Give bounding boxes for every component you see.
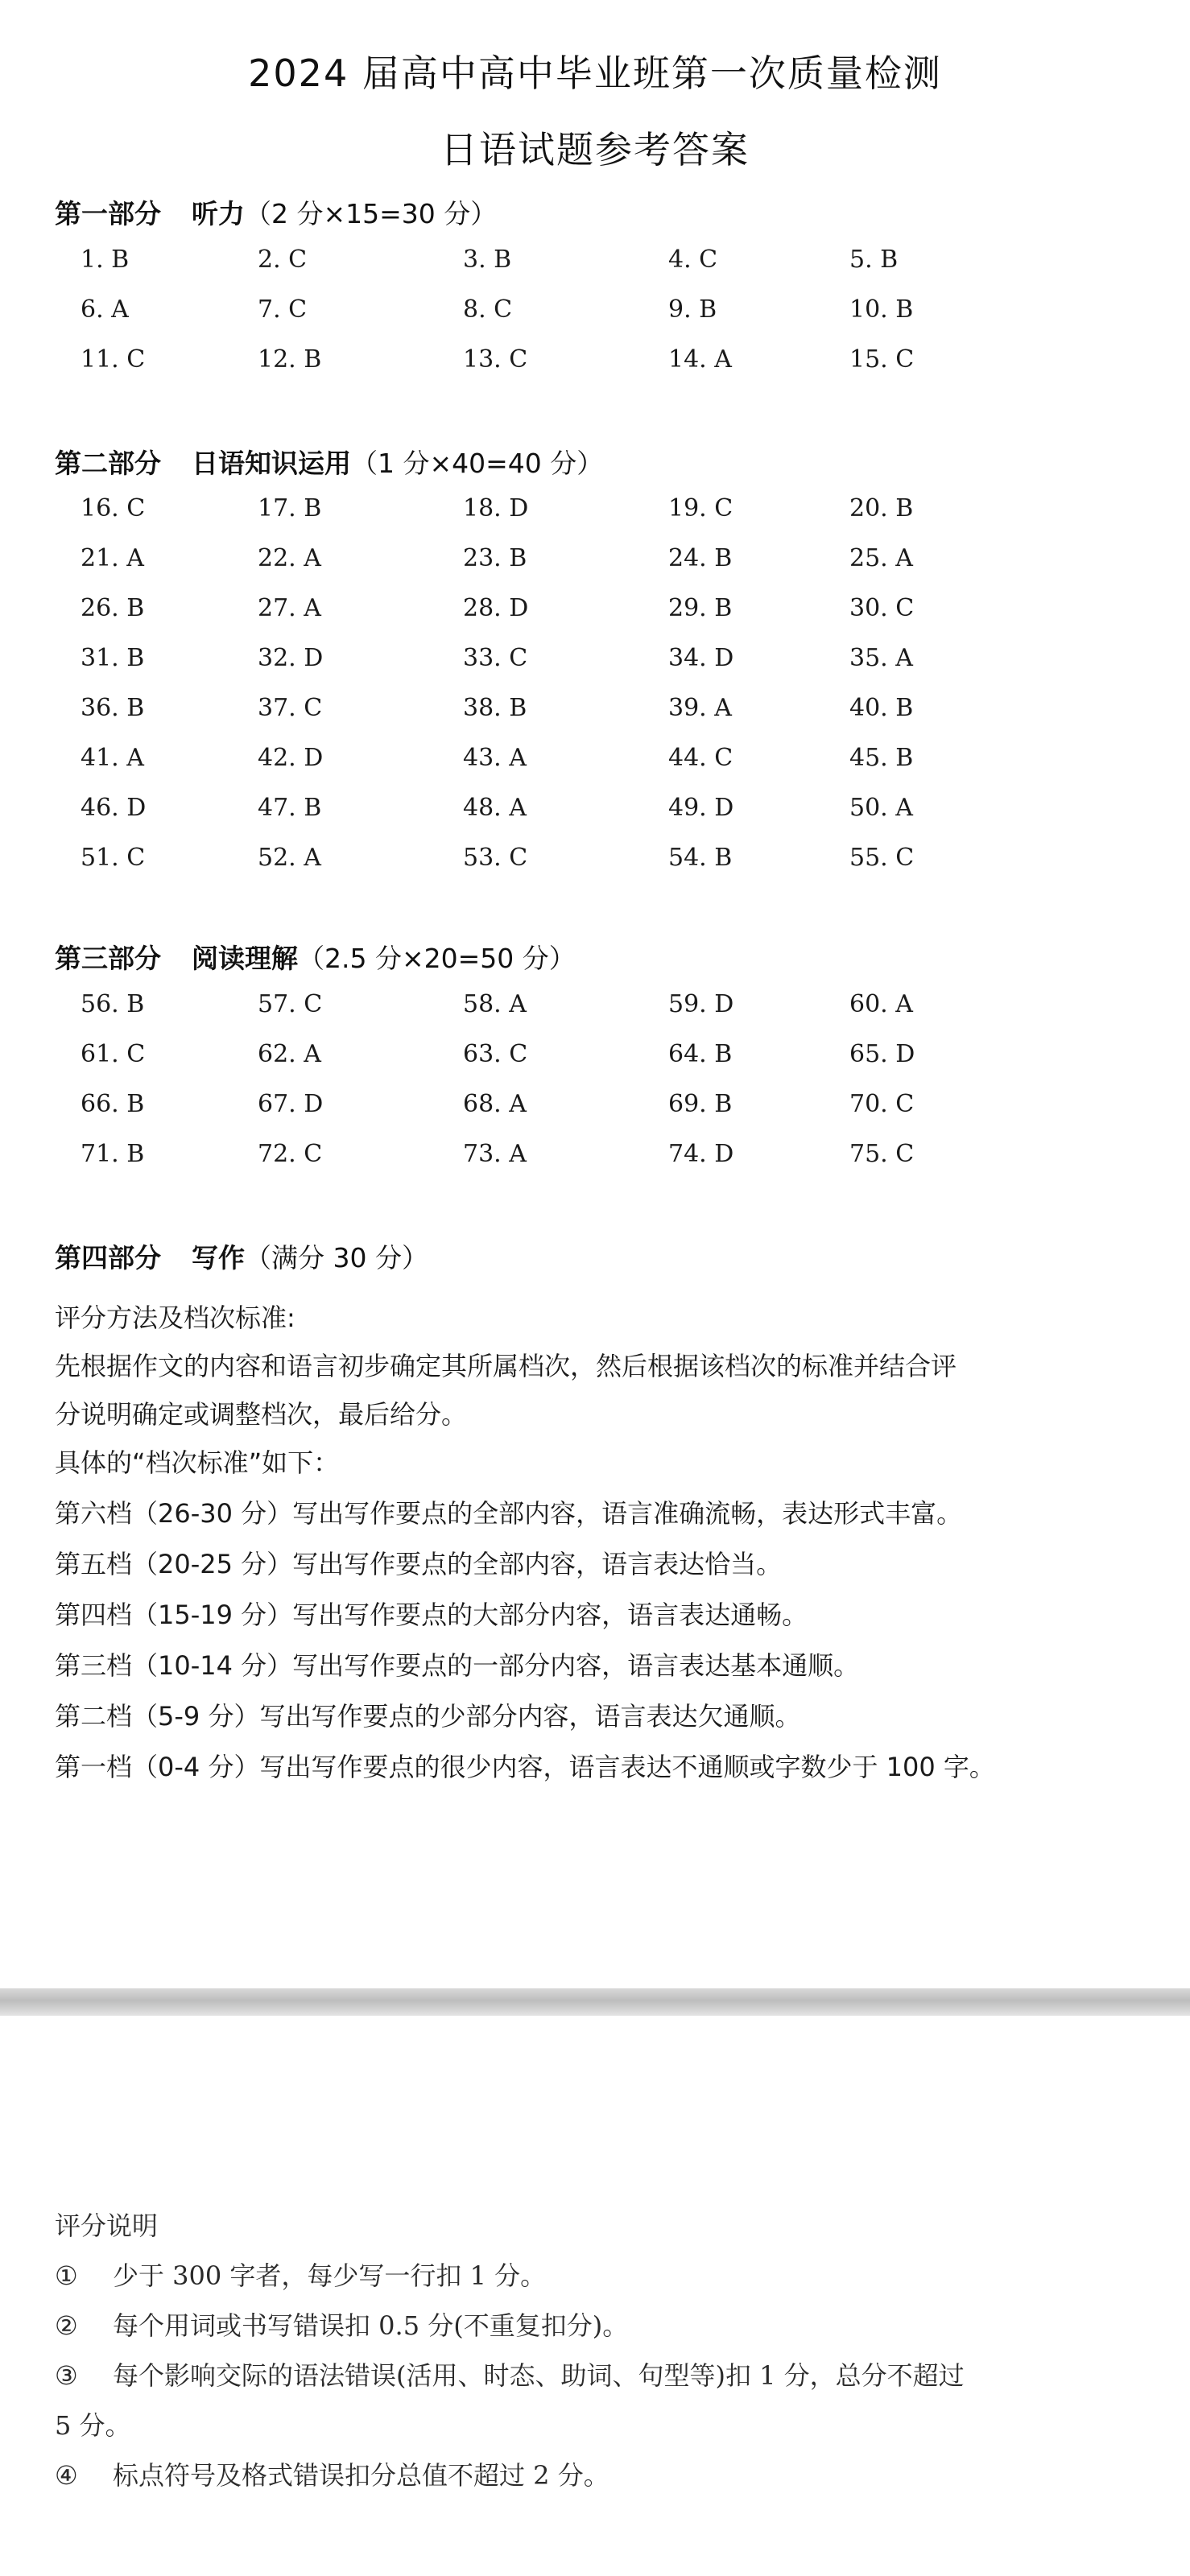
answer-item: 3. B	[463, 246, 512, 274]
answer-item: 23. B	[463, 544, 527, 572]
answer-item: 28. D	[463, 594, 529, 622]
note-marker: ①	[55, 2260, 78, 2291]
answer-item: 12. B	[258, 345, 322, 374]
answer-item: 47. B	[258, 794, 322, 822]
note-marker: ④	[55, 2460, 78, 2491]
answer-item: 15. C	[849, 345, 915, 374]
answer-item: 69. B	[668, 1090, 733, 1118]
answer-item: 10. B	[849, 295, 914, 324]
answer-item: 17. B	[258, 494, 322, 522]
answer-item: 58. A	[463, 990, 527, 1018]
scoring-notes-title: 评分说明	[55, 2211, 159, 2241]
section-1-heading	[55, 193, 497, 231]
scoring-note-2	[55, 2306, 628, 2343]
answer-item: 4. C	[668, 246, 718, 274]
answer-row	[0, 544, 1190, 594]
answer-item: 7. C	[258, 295, 308, 324]
note-text: 少于 300 字者，每少写一行扣 1 分。	[113, 2260, 547, 2291]
writing-level-6: 第六档（26-30 分）写出写作要点的全部内容，语言准确流畅，表达形式丰富。	[55, 1498, 963, 1529]
answer-item: 53. C	[463, 844, 528, 872]
answer-item: 38. B	[463, 694, 527, 722]
section-4-name: 第四部分	[55, 1242, 161, 1274]
section-1-topic: 听力	[192, 198, 245, 229]
document-title: 2024 届高中高中毕业班第一次质量检测	[248, 52, 942, 95]
answer-item: 71. B	[81, 1140, 145, 1168]
answer-item: 33. C	[463, 644, 528, 672]
writing-level-5: 第五档（20-25 分）写出写作要点的全部内容，语言表达恰当。	[55, 1549, 783, 1579]
answer-item: 54. B	[668, 844, 733, 872]
answer-item: 55. C	[849, 844, 915, 872]
answer-item: 49. D	[668, 794, 734, 822]
answer-item: 73. A	[463, 1140, 527, 1168]
note-text: 每个影响交际的语法错误(活用、时态、助词、句型等)扣 1 分，总分不超过	[113, 2360, 965, 2391]
section-1-name: 第一部分	[55, 198, 161, 229]
section-1-answer-grid	[0, 246, 1190, 395]
scoring-note-4	[55, 2455, 609, 2492]
answer-item: 62. A	[258, 1040, 321, 1068]
answer-row	[0, 794, 1190, 844]
answer-item: 52. A	[258, 844, 321, 872]
answer-item: 29. B	[668, 594, 733, 622]
note-text: 标点符号及格式错误扣分总值不超过 2 分。	[113, 2460, 609, 2491]
answer-row	[0, 844, 1190, 894]
page-divider	[0, 1988, 1190, 2016]
answer-item: 72. C	[258, 1140, 323, 1168]
answer-item: 59. D	[668, 990, 734, 1018]
answer-item: 18. D	[463, 494, 529, 522]
scoring-note-1	[55, 2256, 546, 2293]
writing-criteria-text: 先根据作文的内容和语言初步确定其所属档次，然后根据该档次的标准并结合评	[55, 1351, 957, 1381]
answer-item: 1. B	[81, 246, 130, 274]
answer-item: 25. A	[849, 544, 913, 572]
answer-item: 37. C	[258, 694, 323, 722]
answer-item: 21. A	[81, 544, 144, 572]
answer-item: 70. C	[849, 1090, 915, 1118]
answer-item: 74. D	[668, 1140, 734, 1168]
answer-item: 22. A	[258, 544, 321, 572]
answer-row	[0, 990, 1190, 1040]
answer-row	[0, 1040, 1190, 1090]
scoring-notes-page	[0, 2016, 1190, 2576]
answer-item: 66. B	[81, 1090, 145, 1118]
note-text: 5 分。	[55, 2410, 131, 2441]
answer-row	[0, 494, 1190, 544]
note-text: 每个用词或书写错误扣 0.5 分(不重复扣分)。	[113, 2310, 629, 2341]
answer-item: 2. C	[258, 246, 308, 274]
answer-row	[0, 744, 1190, 794]
section-3-name: 第三部分	[55, 943, 161, 974]
answer-item: 42. D	[258, 744, 324, 772]
answer-item: 45. B	[849, 744, 914, 772]
document-subtitle: 日语试题参考答案	[440, 128, 750, 171]
answer-item: 8. C	[463, 295, 513, 324]
answer-item: 40. B	[849, 694, 914, 722]
section-3-score: （2.5 分×20=50 分）	[298, 943, 576, 974]
answer-item: 50. A	[849, 794, 913, 822]
answer-item: 30. C	[849, 594, 915, 622]
answer-row	[0, 295, 1190, 345]
writing-level-4: 第四档（15-19 分）写出写作要点的大部分内容，语言表达通畅。	[55, 1600, 808, 1630]
answer-item: 44. C	[668, 744, 733, 772]
answer-item: 41. A	[81, 744, 144, 772]
answer-item: 56. B	[81, 990, 145, 1018]
scoring-note-3	[55, 2355, 965, 2392]
answer-item: 27. A	[258, 594, 321, 622]
writing-criteria-heading: 评分方法及档次标准:	[55, 1302, 295, 1333]
section-2-heading	[55, 443, 603, 481]
scoring-note-3-continued	[55, 2405, 131, 2442]
writing-level-2: 第二档（5-9 分）写出写作要点的少部分内容，语言表达欠通顺。	[55, 1701, 801, 1732]
writing-level-1: 第一档（0-4 分）写出写作要点的很少内容，语言表达不通顺或字数少于 100 字。	[55, 1752, 995, 1782]
writing-criteria-text: 具体的“档次标准”如下：	[55, 1447, 340, 1478]
answer-item: 60. A	[849, 990, 913, 1018]
answer-item: 35. A	[849, 644, 913, 672]
answer-row	[0, 594, 1190, 644]
answer-item: 6. A	[81, 295, 129, 324]
section-3-answer-grid	[0, 990, 1190, 1190]
answer-item: 24. B	[668, 544, 733, 572]
answer-item: 46. D	[81, 794, 147, 822]
note-marker: ②	[55, 2310, 78, 2341]
section-2-topic: 日语知识运用	[192, 448, 351, 479]
answer-item: 34. D	[668, 644, 734, 672]
answer-row	[0, 694, 1190, 744]
answer-item: 9. B	[668, 295, 717, 324]
writing-criteria-text: 分说明确定或调整档次，最后给分。	[55, 1399, 468, 1430]
answer-row	[0, 644, 1190, 694]
answer-item: 16. C	[81, 494, 146, 522]
answer-item: 26. B	[81, 594, 145, 622]
answer-item: 48. A	[463, 794, 527, 822]
section-3-heading	[55, 938, 576, 976]
answer-item: 61. C	[81, 1040, 146, 1068]
answer-item: 5. B	[849, 246, 899, 274]
note-marker: ③	[55, 2360, 78, 2391]
answer-item: 68. A	[463, 1090, 527, 1118]
answer-row	[0, 246, 1190, 295]
answer-item: 67. D	[258, 1090, 324, 1118]
answer-item: 32. D	[258, 644, 324, 672]
answer-item: 63. C	[463, 1040, 528, 1068]
answer-item: 75. C	[849, 1140, 915, 1168]
answer-row	[0, 1140, 1190, 1190]
answer-item: 20. B	[849, 494, 914, 522]
answer-row	[0, 1090, 1190, 1140]
section-2-score: （1 分×40=40 分）	[351, 448, 604, 479]
answer-item: 64. B	[668, 1040, 733, 1068]
section-2-name: 第二部分	[55, 448, 161, 479]
answer-item: 31. B	[81, 644, 145, 672]
answer-item: 57. C	[258, 990, 323, 1018]
section-4-score: （满分 30 分）	[245, 1242, 428, 1274]
answer-item: 65. D	[849, 1040, 915, 1068]
writing-level-3: 第三档（10-14 分）写出写作要点的一部分内容，语言表达基本通顺。	[55, 1650, 860, 1681]
section-4-heading	[55, 1237, 428, 1275]
section-2-answer-grid	[0, 494, 1190, 894]
answer-item: 51. C	[81, 844, 146, 872]
section-1-score: （2 分×15=30 分）	[245, 198, 498, 229]
answer-item: 39. A	[668, 694, 732, 722]
answer-item: 14. A	[668, 345, 732, 374]
answer-row	[0, 345, 1190, 395]
answer-item: 43. A	[463, 744, 527, 772]
answer-item: 13. C	[463, 345, 528, 374]
answer-item: 36. B	[81, 694, 145, 722]
section-4-topic: 写作	[192, 1242, 245, 1274]
answer-item: 19. C	[668, 494, 733, 522]
answer-item: 11. C	[81, 345, 146, 374]
section-3-topic: 阅读理解	[192, 943, 298, 974]
